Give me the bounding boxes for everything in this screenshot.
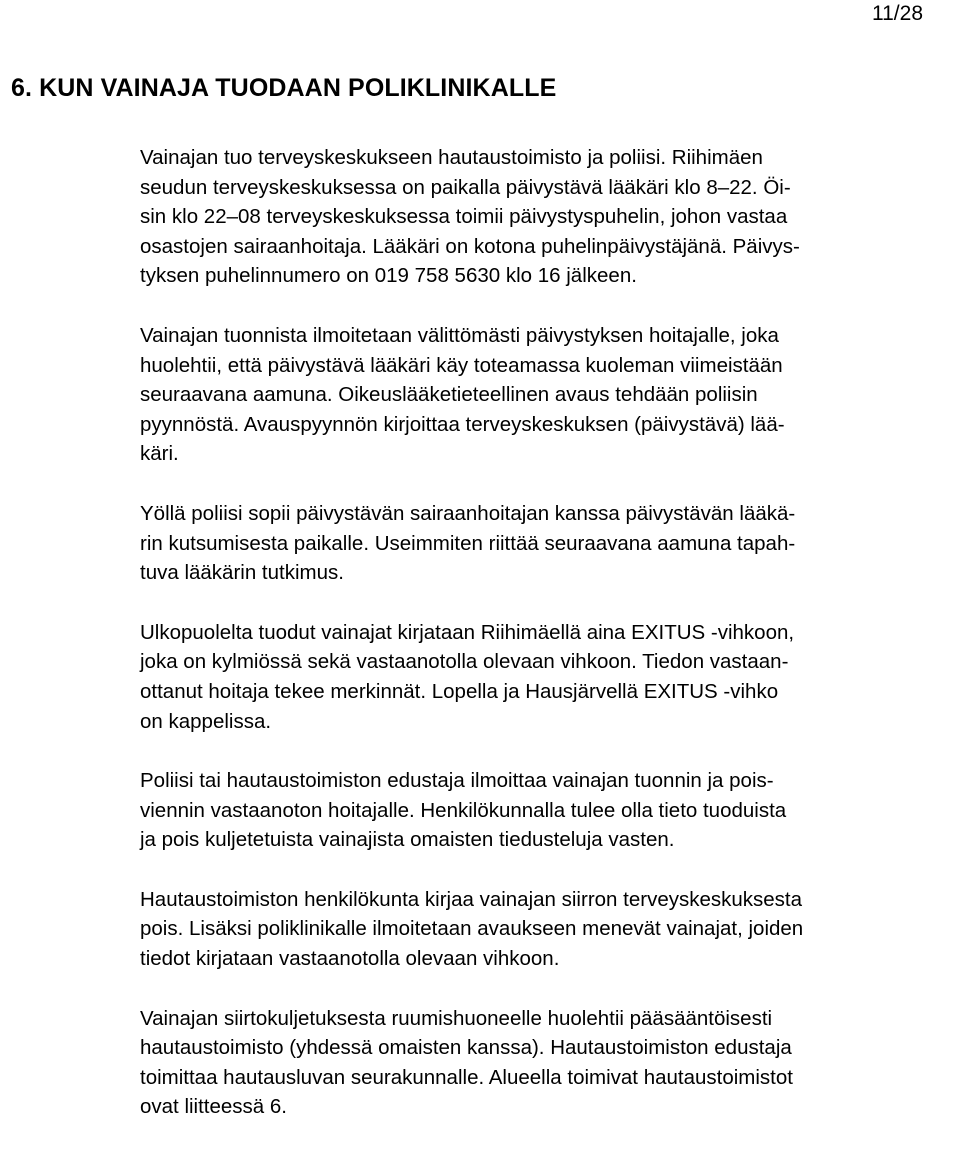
text-line: toimittaa hautausluvan seurakunnalle. Alueella toimivat hautaustoimistot <box>140 1065 793 1089</box>
text-line: Ulkopuolelta tuodut vainajat kirjataan Riihimäellä aina EXITUS -vihkoon, <box>140 620 795 644</box>
text-line: sin klo 22–08 terveyskeskuksessa toimii päivystyspuhelin, johon vastaa <box>140 205 788 229</box>
text-line: on kappelissa. <box>140 709 272 733</box>
text-line: tiedot kirjataan vastaanotolla olevaan vihkoon. <box>140 947 560 971</box>
text-line: Vainajan tuo terveyskeskukseen hautaustoimisto ja poliisi. Riihimäen <box>140 146 763 169</box>
text-line: seudun terveyskeskuksessa on paikalla päivystävä lääkäri klo 8–22. Öi- <box>140 175 791 199</box>
paragraph-night <box>140 499 955 588</box>
text-line: Vainajan siirtokuljetuksesta ruumishuoneelle huolehtii pääsääntöisesti <box>140 1006 773 1030</box>
text-line: seuraavana aamuna. Oikeuslääketieteellinen avaus tehdään poliisin <box>140 383 758 407</box>
text-line: käri. <box>140 442 179 466</box>
section-title: 6. KUN VAINAJA TUODAAN POLIKLINIKALLE <box>11 74 557 102</box>
document-body <box>140 143 955 1152</box>
text-line: viennin vastaanoton hoitajalle. Henkilökunnalla tulee olla tieto tuoduista <box>140 798 787 822</box>
text-line: pyynnöstä. Avauspyynnön kirjoittaa terveyskeskuksen (päivystävä) lää- <box>140 412 785 436</box>
text-line: joka on kylmiössä sekä vastaanotolla olevaan vihkoon. Tiedon vastaan- <box>140 650 789 674</box>
paragraph-funeral-staff <box>140 885 955 974</box>
text-line: tyksen puhelinnumero on 019 758 5630 klo 16 jälkeen. <box>140 264 637 288</box>
text-line: Yöllä poliisi sopii päivystävän sairaanhoitajan kanssa päivystävän lääkä- <box>140 501 796 525</box>
text-line: osastojen sairaanhoitaja. Lääkäri on kotona puhelinpäivystäjänä. Päivys- <box>140 234 800 258</box>
text-line: rin kutsumisesta paikalle. Useimmiten riittää seuraavana aamuna tapah- <box>140 531 796 555</box>
text-line: ottanut hoitaja tekee merkinnät. Lopella ja Hausjärvellä EXITUS -vihko <box>140 679 779 703</box>
paragraph-police <box>140 766 955 855</box>
paragraph-arrival <box>140 143 955 291</box>
text-line: Hautaustoimiston henkilökunta kirjaa vainajan siirron terveyskeskuksesta <box>140 887 803 911</box>
page-number: 11/28 <box>872 2 923 25</box>
paragraph-transport <box>140 1004 955 1122</box>
paragraph-notification <box>140 321 955 469</box>
text-line: hautaustoimisto (yhdessä omaisten kanssa). Hautaustoimiston edustaja <box>140 1036 792 1060</box>
text-line: ja pois kuljetetuista vainajista omaisten tiedusteluja vasten. <box>140 828 675 852</box>
text-line: huolehtii, että päivystävä lääkäri käy toteamassa kuoleman viimeistään <box>140 353 783 377</box>
text-line: ovat liitteessä 6. <box>140 1095 287 1119</box>
text-line: tuva lääkärin tutkimus. <box>140 561 344 585</box>
text-line: pois. Lisäksi poliklinikalle ilmoitetaan avaukseen menevät vainajat, joiden <box>140 917 804 941</box>
text-line: Poliisi tai hautaustoimiston edustaja ilmoittaa vainajan tuonnin ja pois- <box>140 769 774 793</box>
text-line: Vainajan tuonnista ilmoitetaan välittömästi päivystyksen hoitajalle, joka <box>140 323 779 347</box>
paragraph-registration <box>140 618 955 736</box>
